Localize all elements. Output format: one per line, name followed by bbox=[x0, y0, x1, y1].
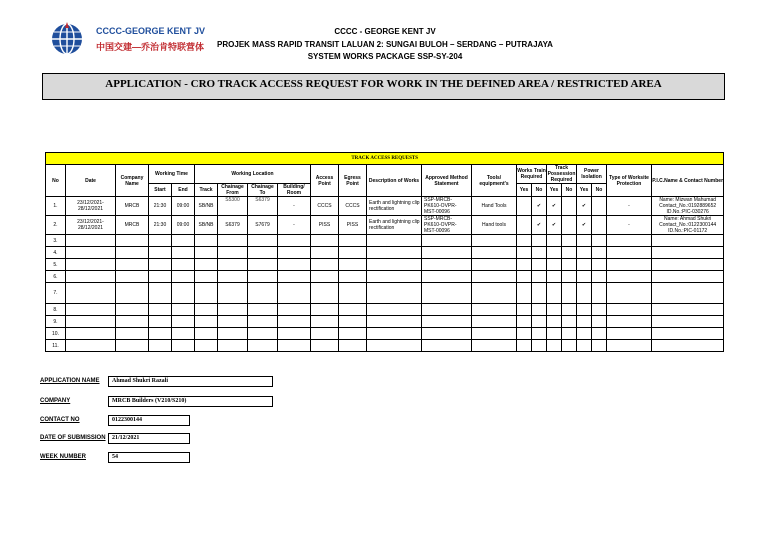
cell-pic: Name: Mizwan Mahumad Contact_No.:0192889652 ID.No.:PIC-030276 bbox=[652, 197, 724, 216]
header-project: PROJEK MASS RAPID TRANSIT LALUAN 2: SUNGAI BULOH – SERDANG – PUTRAJAYA bbox=[217, 40, 553, 49]
header-isolation-no: No bbox=[592, 184, 607, 197]
cell-chainage-from: S6379 bbox=[218, 216, 248, 235]
header-working-location: Working Location bbox=[195, 165, 311, 184]
header-egress-point: Egress Point bbox=[339, 165, 367, 197]
cell-works-train-yes bbox=[517, 216, 532, 235]
cell-egress: PISS bbox=[339, 216, 367, 235]
header-no: No bbox=[46, 165, 66, 197]
header-description: Description of Works bbox=[367, 165, 422, 197]
header-method: Approved Method Statement bbox=[422, 165, 472, 197]
cell-method: SSP-MRCB- PK610-OVPR- MST-00096 bbox=[422, 197, 472, 216]
company-label: COMPANY bbox=[40, 398, 71, 404]
header-building: Building/ Room bbox=[278, 184, 311, 197]
header-working-time: Working Time bbox=[149, 165, 195, 184]
header-works-train-yes: Yes bbox=[517, 184, 532, 197]
cell-tools: Hand tools bbox=[472, 216, 517, 235]
table-row bbox=[46, 197, 724, 216]
table-row bbox=[46, 328, 724, 340]
cell-no: 2. bbox=[46, 216, 66, 235]
date-label: DATE OF SUBMISSION bbox=[40, 435, 106, 441]
table-row bbox=[46, 216, 724, 235]
cell-method: SSP-MRCB- PK610-OVPR- MST-00096 bbox=[422, 216, 472, 235]
cell-no: 3. bbox=[46, 235, 66, 247]
table-row bbox=[46, 304, 724, 316]
table-row bbox=[46, 316, 724, 328]
cell-date: 23/12/2021- 28/12/2021 bbox=[66, 216, 116, 235]
cell-possession-no bbox=[562, 216, 577, 235]
contact-label: CONTACT NO bbox=[40, 417, 80, 423]
cell-track: SB/NB bbox=[195, 216, 218, 235]
cell-date: 23/12/2021- 28/12/2021 bbox=[66, 197, 116, 216]
header-company: Company Name bbox=[116, 165, 149, 197]
header-package: SYSTEM WORKS PACKAGE SSP-SY-204 bbox=[307, 52, 463, 61]
logo-text-cn: 中国交建—乔治肯特联营体 bbox=[96, 42, 205, 52]
week-row bbox=[40, 454, 440, 464]
cell-chainage-from: S5300 bbox=[218, 197, 248, 216]
cell-start: 21:30 bbox=[149, 216, 172, 235]
cell-building: - bbox=[278, 216, 311, 235]
cell-building: - bbox=[278, 197, 311, 216]
header-start: Start bbox=[149, 184, 172, 197]
header-works-train-no: No bbox=[532, 184, 547, 197]
cell-possession-no bbox=[562, 197, 577, 216]
cell-description: Earth and lightning clip rectification bbox=[367, 197, 422, 216]
header-chainage-from: Chainage From bbox=[218, 184, 248, 197]
cell-no: 1. bbox=[46, 197, 66, 216]
cell-works-train-no: ✔ bbox=[532, 216, 547, 235]
application-title-box bbox=[42, 73, 725, 100]
cell-company: MRCB bbox=[116, 197, 149, 216]
globe-icon bbox=[50, 22, 84, 56]
cell-no: 11. bbox=[46, 340, 66, 352]
cell-works-train-no: ✔ bbox=[532, 197, 547, 216]
cell-pic: Name: Ahmad Shukri Contact_No.:0122300144 ID.No.:PIC-01172 bbox=[652, 216, 724, 235]
header-end: End bbox=[172, 184, 195, 197]
table-row bbox=[46, 259, 724, 271]
header-track: Track bbox=[195, 184, 218, 197]
application-name-label: APPLICATION NAME bbox=[40, 378, 100, 384]
cell-no: 4. bbox=[46, 247, 66, 259]
table-row bbox=[46, 340, 724, 352]
cell-isolation-yes: ✔ bbox=[577, 216, 592, 235]
header-tools: Tools/ equipment's bbox=[472, 165, 517, 197]
cell-no: 5. bbox=[46, 259, 66, 271]
cell-protection: - bbox=[607, 197, 652, 216]
header-access-point: Access Point bbox=[311, 165, 339, 197]
cell-egress: CCCS bbox=[339, 197, 367, 216]
cell-no: 10. bbox=[46, 328, 66, 340]
header-isolation-yes: Yes bbox=[577, 184, 592, 197]
table-row bbox=[46, 247, 724, 259]
header-pic: P.I.C.Name & Contact Number bbox=[652, 165, 724, 197]
header-company: CCCC - GEORGE KENT JV bbox=[334, 27, 436, 36]
header-chainage-to: Chainage To bbox=[248, 184, 278, 197]
company-field[interactable]: MRCB Builders (V210/S210) bbox=[108, 396, 273, 407]
cell-track: SB/NB bbox=[195, 197, 218, 216]
cell-company: MRCB bbox=[116, 216, 149, 235]
table-row bbox=[46, 283, 724, 304]
cell-start: 21:30 bbox=[149, 197, 172, 216]
week-label: WEEK NUMBER bbox=[40, 454, 86, 460]
track-access-table-wrapper bbox=[45, 152, 722, 352]
cell-end: 09:00 bbox=[172, 197, 195, 216]
cell-no: 6. bbox=[46, 271, 66, 283]
header-possession-yes: Yes bbox=[547, 184, 562, 197]
cell-no: 9. bbox=[46, 316, 66, 328]
cell-works-train-yes bbox=[517, 197, 532, 216]
contact-row bbox=[40, 417, 440, 427]
application-name-field[interactable]: Ahmad Shukri Razali bbox=[108, 376, 273, 387]
table-row bbox=[46, 235, 724, 247]
header-power-isolation: Power Isolation bbox=[577, 165, 607, 184]
cell-chainage-to: S6379 bbox=[248, 197, 278, 216]
header-works-train: Works Train Required bbox=[517, 165, 547, 184]
cell-end: 09:00 bbox=[172, 216, 195, 235]
application-title: APPLICATION - CRO TRACK ACCESS REQUEST FOR WORK IN THE DEFINED AREA / RESTRICTED AREA bbox=[105, 78, 662, 90]
cell-isolation-no bbox=[592, 216, 607, 235]
cell-access: PISS bbox=[311, 216, 339, 235]
date-row bbox=[40, 435, 440, 445]
date-field[interactable]: 21/12/2021 bbox=[108, 433, 190, 444]
header-track-possession: Track Possession Required bbox=[547, 165, 576, 183]
cell-tools: Hand Tools bbox=[472, 197, 517, 216]
header-worksite-protection: Type of Worksite Protection bbox=[607, 165, 652, 197]
application-name-row bbox=[40, 378, 440, 388]
cell-protection: - bbox=[607, 216, 652, 235]
cell-possession-yes: ✔ bbox=[547, 216, 562, 235]
logo-text-en: CCCC-GEORGE KENT JV bbox=[96, 26, 206, 36]
cell-isolation-no bbox=[592, 197, 607, 216]
cell-possession-yes: ✔ bbox=[547, 197, 562, 216]
track-access-table bbox=[45, 152, 724, 352]
header-possession-no: No bbox=[562, 184, 577, 197]
contact-field[interactable]: 0122300144 bbox=[108, 415, 190, 426]
cell-description: Earth and lightning clip rectification bbox=[367, 216, 422, 235]
cell-access: CCCS bbox=[311, 197, 339, 216]
cell-no: 8. bbox=[46, 304, 66, 316]
cell-no: 7. bbox=[46, 283, 66, 304]
header-date: Date bbox=[66, 165, 116, 197]
table-row bbox=[46, 271, 724, 283]
week-field[interactable]: 54 bbox=[108, 452, 190, 463]
table-title: TRACK ACCESS REQUESTS bbox=[46, 153, 724, 165]
company-row bbox=[40, 398, 440, 408]
cell-chainage-to: S7679 bbox=[248, 216, 278, 235]
cell-isolation-yes: ✔ bbox=[577, 197, 592, 216]
